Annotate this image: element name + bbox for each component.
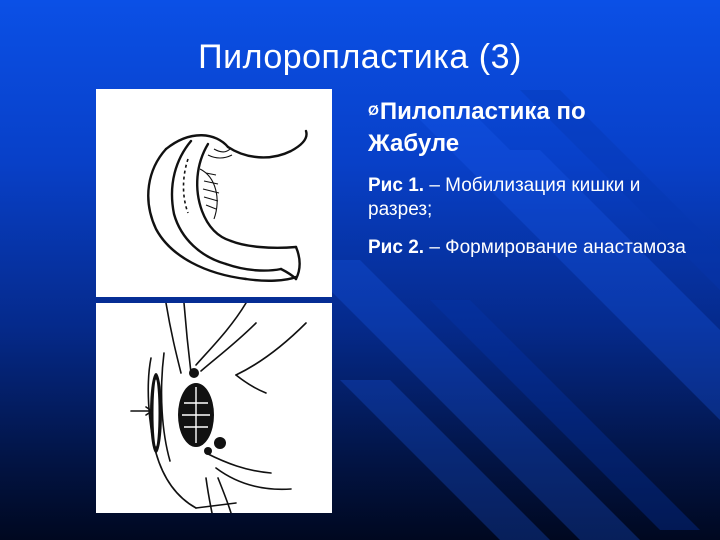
caption-1-label: Рис 1. (368, 175, 425, 196)
heading-line-2: Жабуле (368, 130, 460, 157)
caption-2-text: – Формирование анастамоза (424, 237, 686, 258)
figure-1-drawing (96, 89, 332, 297)
heading-line-1: Пилопластика по (379, 98, 586, 125)
slide-title: Пилоропластика (3) (198, 38, 522, 76)
figure-2-image (96, 303, 332, 513)
figure-2-drawing (96, 303, 332, 513)
arrow-bullet-icon: Ø (368, 102, 379, 118)
slide-heading (368, 94, 698, 160)
caption-1-text: – Мобилизация кишки и разрез; (368, 175, 641, 220)
slide-text-block (368, 94, 698, 274)
figure-1-image (96, 89, 332, 297)
caption-figure-1 (368, 174, 698, 222)
caption-2-label: Рис 2. (368, 237, 425, 258)
caption-figure-2 (368, 236, 698, 260)
